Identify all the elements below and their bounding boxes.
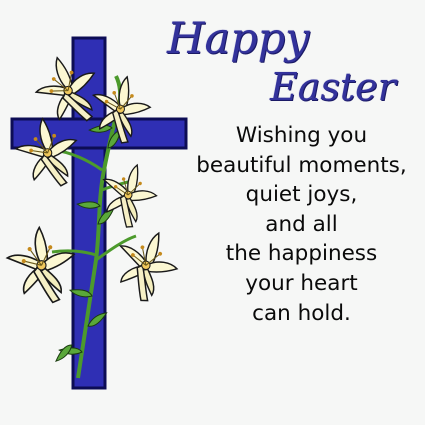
greeting-title-happy: Happy (167, 14, 310, 64)
message-line: Wishing you (235, 123, 368, 148)
message-line: quiet joys, (245, 182, 358, 208)
greeting-message (178, 121, 425, 328)
message-line: can hold. (252, 300, 351, 326)
message-line: your heart (245, 270, 358, 296)
message-line: the happiness (225, 241, 378, 267)
message-line: and all (265, 211, 338, 237)
message-line: beautiful moments, (196, 152, 407, 178)
greeting-title-easter: Easter (270, 65, 396, 109)
